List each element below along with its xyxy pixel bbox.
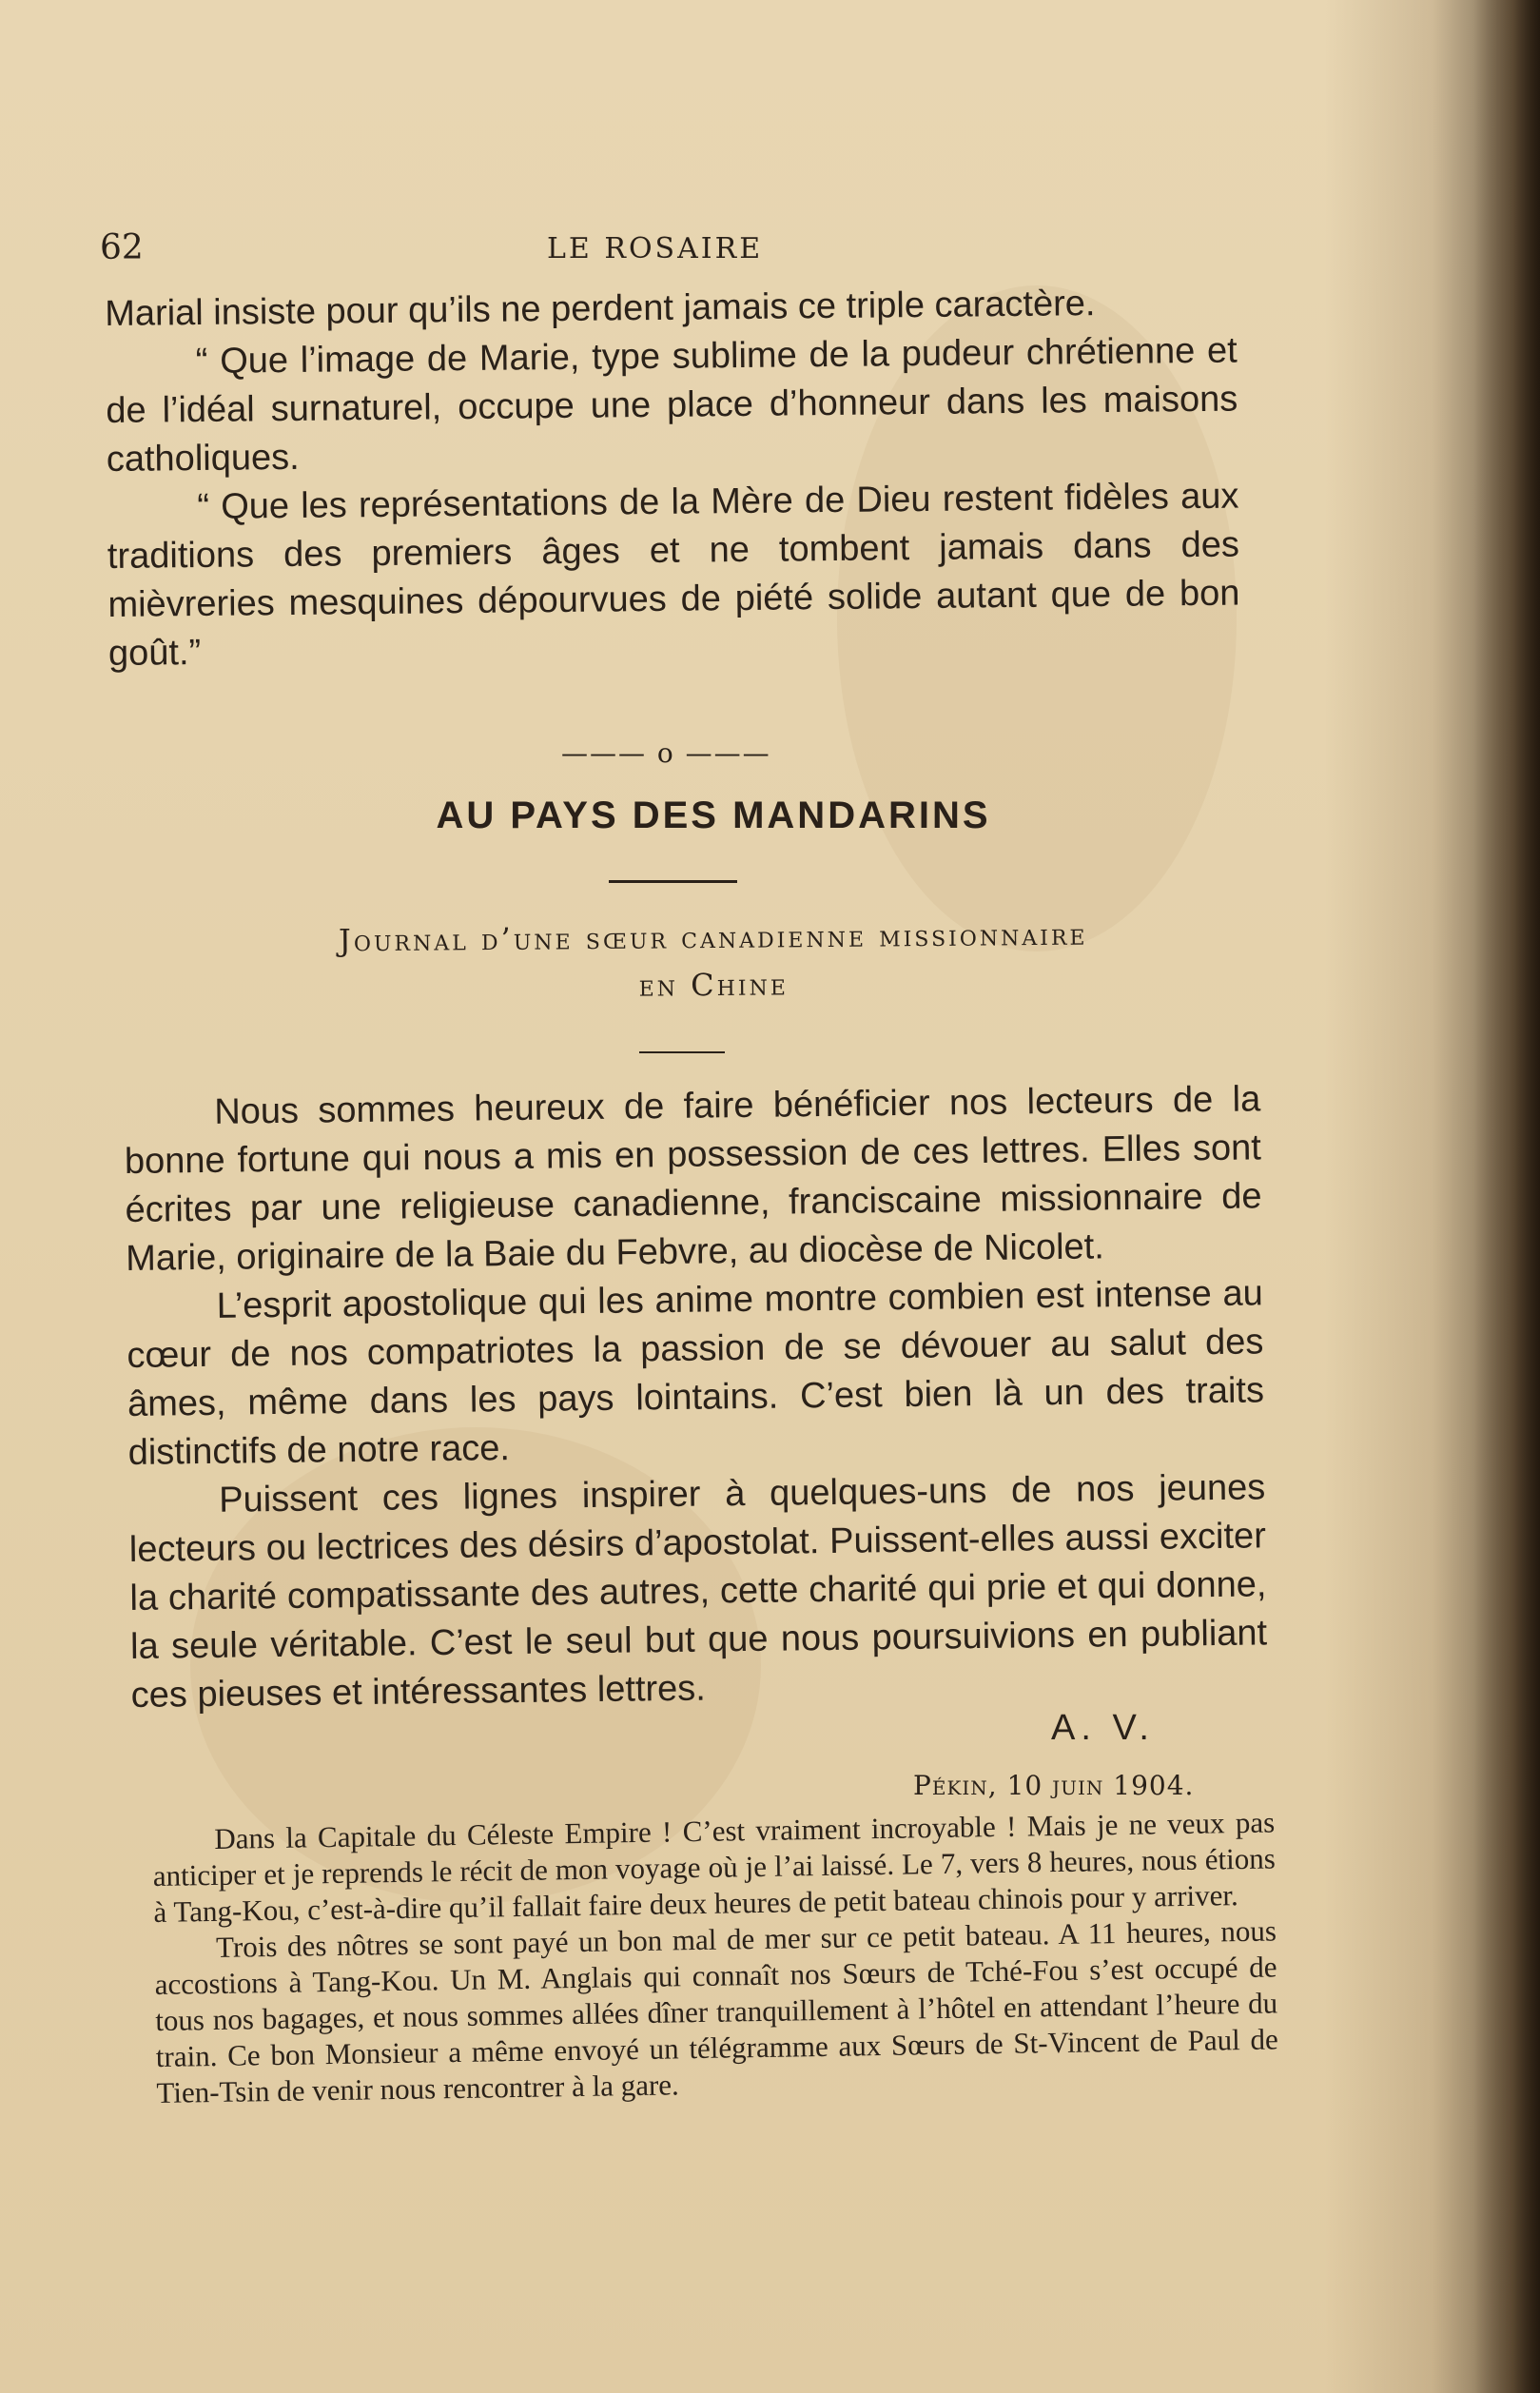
paragraph: “ Que les représentations de la Mère de Dieu restent fidèles aux traditions des premiers âges et ne tombent jamais dans des mièvreries mesquines dépourvues de piété solide autant que de bon goût.” (107, 476, 1240, 674)
running-head: LE ROSAIRE (547, 232, 764, 265)
signature: A. V. (1051, 1708, 1155, 1748)
binding-gutter-shadow (1473, 0, 1540, 2393)
article-title: AU PAYS DES MANDARINS (436, 794, 991, 836)
dateline: Pékin, 10 juin 1904. (913, 1770, 1195, 1801)
paragraph: Trois des nôtres se sont payé un bon mal de mer sur ce petit bateau. A 11 heures, nous accostions à Tang-Kou. Un M. Anglais qui connaît nos Sœurs de Tché-Fou s’est occupé de tous nos bagages, et nous sommes allées dîner tranquillement à l’hôtel en attendant l’heure du train. Ce bon Monsieur a même envoyé un télégramme aux Sœurs de St-Vincent de Paul de Tien-Tsin de venir nous rencontrer à la gare. (154, 1913, 1279, 2109)
page-number: 62 (100, 228, 144, 267)
paragraph: “ Que l’image de Marie, type sublime de la pudeur chrétienne et de l’idéal surnaturel, occupe une place d’honneur dans les maisons catholiques. (106, 330, 1238, 480)
paragraph: Puissent ces lignes inspirer à quelques-uns de nos jeunes lecteurs ou lectrices des désirs d’apostolat. Puissent-elles aussi exciter la charité compatissante des autres, cette charité qui prie et qui donne, la seule véritable. C’est le seul but que nous poursuivions en publiant ces pieuses et intéressantes lettres. (128, 1467, 1268, 1716)
subtitle-line: en Chine (638, 966, 789, 1004)
title-rule (609, 880, 737, 883)
paragraph: Dans la Capitale du Céleste Empire ! C’est vraiment incroyable ! Mais je ne veux pas anticiper et je reprends le récit de mon voyage où je l’ai laissé. Le 7, vers 8 heures, nous étions à Tang-Kou, c’est-à-dire qu’il fallait faire deux heures de petit bateau chinois pour y arriver. (152, 1805, 1277, 1929)
continued-text (105, 279, 1240, 678)
page-header (100, 228, 1241, 276)
article-subtitle (0, 907, 1427, 1014)
introduction (124, 1075, 1268, 1720)
subtitle-rule (639, 1051, 725, 1053)
paragraph: Nous sommes heureux de faire bénéficier nos lecteurs de la bonne fortune qui nous a mis en possession de ces lettres. Elles sont écrites par une religieuse canadienne, franciscaine missionnaire de Marie, originaire de la Baie du Febvre, au diocèse de Nicolet. (124, 1079, 1262, 1279)
subtitle-line: Journal d’une sœur canadienne missionnaire (338, 915, 1088, 959)
paragraph: L’esprit apostolique qui les anime montre combien est intense au cœur de nos compatriotes la passion de se dévouer au salut des âmes, même dans les pays lointains. C’est bien là un des traits distinctifs de notre race. (127, 1273, 1265, 1473)
letter-text (152, 1804, 1279, 2110)
section-separator: ——— o ——— (561, 737, 771, 769)
paragraph: Marial insiste pour qu’ils ne perdent jamais ce triple caractère. (105, 284, 1096, 334)
